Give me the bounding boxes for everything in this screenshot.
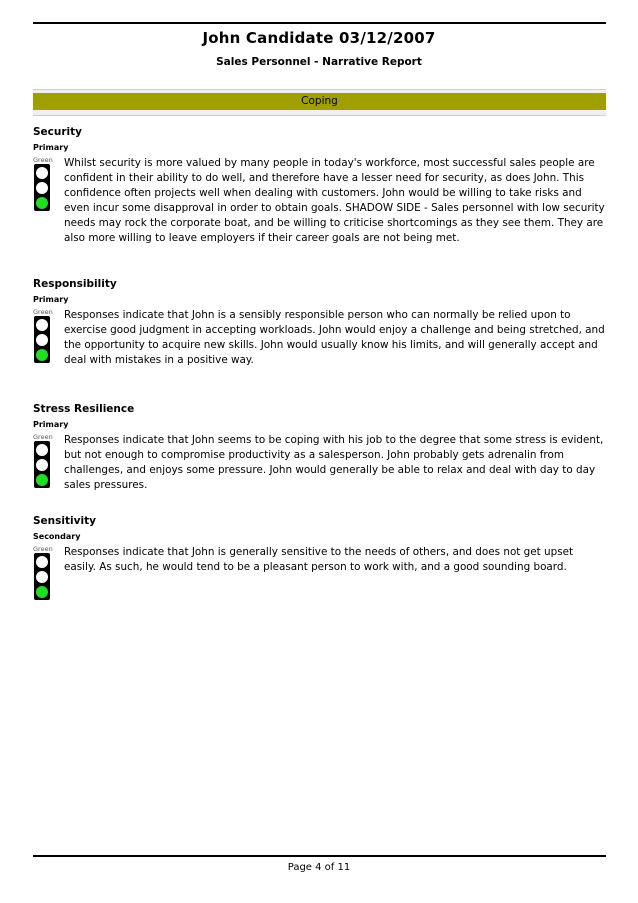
lamp-bottom	[36, 349, 48, 361]
page-number: Page 4 of 11	[287, 862, 351, 873]
category-label: Coping	[301, 95, 338, 107]
category-band	[33, 89, 606, 116]
section-text: Responses indicate that John seems to be coping with his job to the degree that some stress is evident, but not enough to compromise productivity as a salesperson. John probably gets adrenalin from challenges, and enjoys some pressure. John would generally be able to relax and deal with day to day sales pressures.	[64, 434, 604, 491]
section-title: Stress Resilience	[33, 403, 135, 415]
section-level: Secondary	[33, 532, 81, 541]
traffic-light-label: Green	[33, 433, 53, 441]
section-security	[33, 125, 606, 246]
lamp-middle	[36, 571, 48, 583]
bottom-divider	[33, 855, 606, 857]
section-stress-resilience	[33, 402, 606, 493]
section-text: Whilst security is more valued by many people in today's workforce, most successful sales people are confident in their ability to do well, and therefore have a lesser need for security, as does John. This confidence often projects well when dealing with customers. John would be willing to take risks and even incur some disapproval in order to obtain goals. SHADOW SIDE - Sales personnel with low security needs may rock the corporate boat, and be willing to criticise shortcomings as they see them. They are also more willing to leave employers if their career goals are not being met.	[64, 157, 605, 244]
lamp-middle	[36, 182, 48, 194]
traffic-light-label: Green	[33, 308, 53, 316]
report-subtitle: Sales Personnel - Narrative Report	[216, 56, 422, 68]
section-sensitivity	[33, 514, 606, 575]
traffic-light-icon	[34, 164, 50, 211]
traffic-light-icon	[34, 316, 50, 363]
traffic-light-icon	[34, 553, 50, 600]
section-title: Responsibility	[33, 278, 117, 290]
section-body	[33, 308, 606, 368]
traffic-light-icon	[34, 441, 50, 488]
top-divider	[33, 22, 606, 24]
lamp-bottom	[36, 197, 48, 209]
report-title: John Candidate 03/12/2007	[202, 29, 436, 47]
lamp-top	[36, 444, 48, 456]
lamp-middle	[36, 334, 48, 346]
lamp-top	[36, 556, 48, 568]
lamp-bottom	[36, 586, 48, 598]
section-text: Responses indicate that John is generally sensitive to the needs of others, and does not get upset easily. As such, he would tend to be a pleasant person to work with, and a good sounding board.	[64, 546, 574, 573]
section-level: Primary	[33, 420, 69, 429]
section-text: Responses indicate that John is a sensibly responsible person who can normally be relied upon to exercise good judgment in accepting workloads. John would enjoy a challenge and being stretched, and the opportunity to acquire new skills. John would usually know his limits, and will generally accept and deal with mistakes in a positive way.	[64, 309, 605, 366]
lamp-top	[36, 319, 48, 331]
section-body	[33, 545, 606, 575]
traffic-light-label: Green	[33, 156, 53, 164]
section-responsibility	[33, 277, 606, 368]
section-body	[33, 156, 606, 246]
section-level: Primary	[33, 295, 69, 304]
section-level: Primary	[33, 143, 69, 152]
traffic-light-label: Green	[33, 545, 53, 553]
lamp-middle	[36, 459, 48, 471]
section-title: Sensitivity	[33, 515, 96, 527]
lamp-top	[36, 167, 48, 179]
section-title: Security	[33, 126, 83, 138]
section-body	[33, 433, 606, 493]
lamp-bottom	[36, 474, 48, 486]
